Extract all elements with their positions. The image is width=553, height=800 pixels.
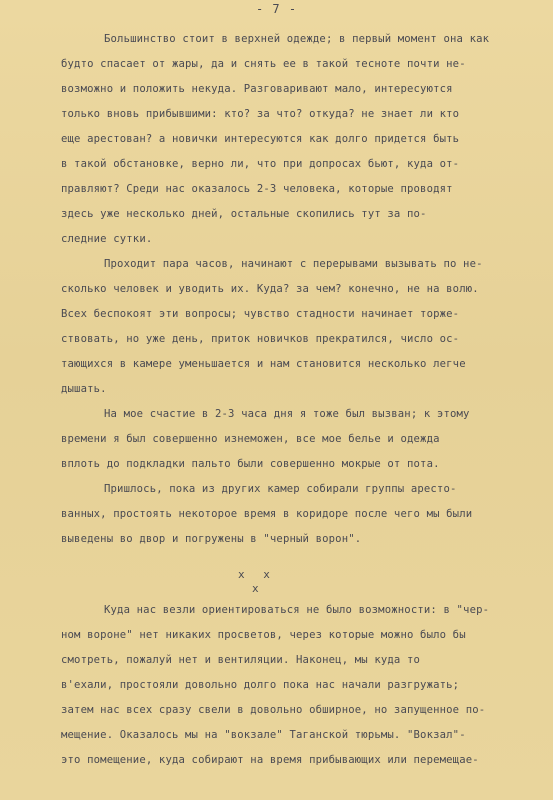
- page-number: - 7 -: [255, 2, 298, 16]
- text-line: смотреть, пожалуй нет и вентиляции. Наконец, мы куда то: [61, 654, 421, 666]
- text-line: в'ехали, простояли довольно долго пока нас начали разгружать;: [61, 679, 460, 691]
- text-line: следние сутки.: [61, 233, 153, 245]
- section-separator-lower: x: [252, 582, 265, 595]
- text-line: правляют? Среди нас оказалось 2-3 человека, которые проводят: [61, 183, 453, 195]
- text-line: здесь уже несколько дней, остальные скопились тут за по-: [61, 208, 427, 220]
- text-line: мещение. Оказалось мы на "вокзале" Таганской тюрьмы. "Вокзал"-: [61, 729, 466, 741]
- text-line: тающихся в камере уменьшается и нам становится несколько легче: [61, 358, 466, 370]
- text-line: ванных, простоять некоторое время в коридоре после чего мы были: [61, 508, 473, 520]
- text-line: выведены во двор и погружены в "черный ворон".: [61, 533, 362, 545]
- text-line: Проходит пара часов, начинают с перерывами вызывать по не-: [104, 258, 483, 270]
- text-line: только вновь прибывшими: кто? за что? откуда? не знает ли кто: [61, 108, 460, 120]
- text-line: это помещение, куда собирают на время прибывающих или перемещае-: [61, 754, 479, 766]
- text-line: На мое счастие в 2-3 часа дня я тоже был вызван; к этому: [104, 408, 470, 420]
- text-line: будто спасает от жары, да и снять ее в такой тесноте почти не-: [61, 58, 466, 70]
- text-line: Пришлось, пока из других камер собирали группы аресто-: [104, 483, 457, 495]
- text-line: ствовать, но уже день, приток новичков прекратился, число ос-: [61, 333, 460, 345]
- text-line: дышать.: [61, 383, 107, 395]
- text-line: еще арестован? а новички интересуются как долго придется быть: [61, 133, 460, 145]
- text-line: ном вороне" нет никаких просветов, через которые можно было бы: [61, 629, 466, 641]
- text-line: в такой обстановке, верно ли, что при допросах бьют, куда от-: [61, 158, 460, 170]
- text-line: вплоть до подкладки пальто были совершенно мокрые от пота.: [61, 458, 440, 470]
- text-line: Куда нас везли ориентироваться не было возможности: в "чер-: [104, 604, 490, 616]
- text-line: сколько человек и уводить их. Куда? за чем? конечно, не на волю.: [61, 283, 479, 295]
- text-line: времени я был совершенно изнеможен, все мое белье и одежда: [61, 433, 440, 445]
- text-line: Всех беспокоят эти вопросы; чувство стадности начинает торже-: [61, 308, 460, 320]
- text-line: Большинство стоит в верхней одежде; в первый момент она как: [104, 33, 490, 45]
- text-line: возможно и положить некуда. Разговаривают мало, интересуются: [61, 83, 453, 95]
- text-line: затем нас всех сразу свели в довольно обширное, но запущенное по-: [61, 704, 486, 716]
- section-separator: x x: [238, 568, 276, 581]
